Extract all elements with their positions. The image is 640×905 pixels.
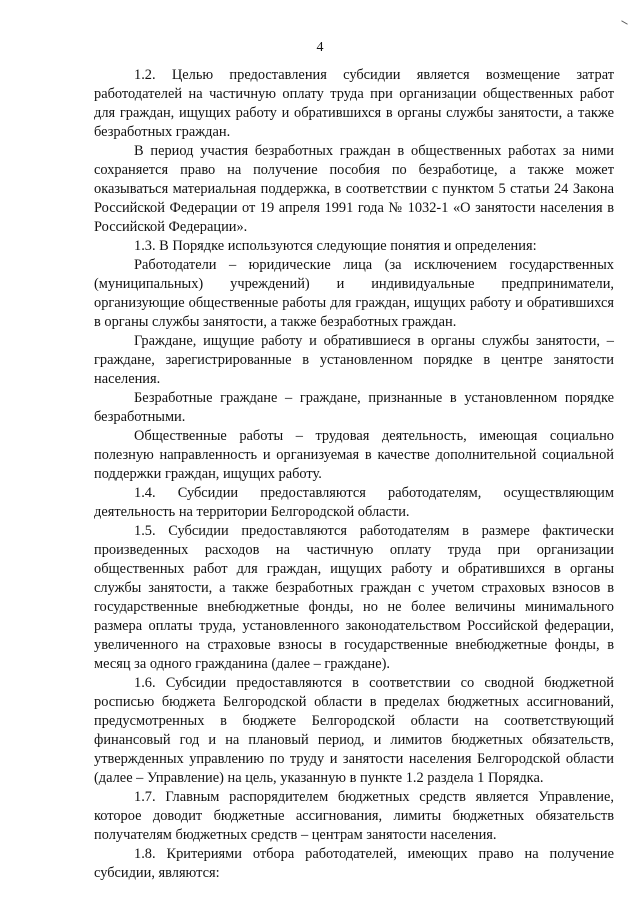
scan-mark	[621, 20, 628, 24]
paragraph-employers-definition: Работодатели – юридические лица (за исключением государственных (муниципальных) учреждений) и индивидуальные предприниматели, организующие общественные работы для граждан, ищущих работу и обратившихся в органы службы занятости, а также безработных граждан.	[94, 257, 614, 330]
paragraph-unemployment-benefit: В период участия безработных граждан в общественных работах за ними сохраняется право на получение пособия по безработице, а также может оказываться материальная поддержка, в соответствии с пунктом 5 статьи 24 Закона Российской Федерации от 19 апреля 1991 года № 1032-1 «О занятости населения в Российской Федерации».	[94, 143, 614, 235]
paragraph-1-6: 1.6. Субсидии предоставляются в соответствии со сводной бюджетной росписью бюджета Белгородской области в пределах бюджетных ассигнований, предусмотренных в бюджете Белгородской области на соответствующий финансовый год и на плановый период, и лимитов бюджетных обязательств, утвержденных управлению по труду и занятости населения Белгородской области (далее – Управление) на цель, указанную в пункте 1.2 раздела 1 Порядка.	[94, 675, 614, 786]
paragraph-1-7: 1.7. Главным распорядителем бюджетных средств является Управление, которое доводит бюджетные ассигнования, лимиты бюджетных обязательств получателям бюджетных средств – центрам занятости населения.	[94, 789, 614, 843]
paragraph-1-5: 1.5. Субсидии предоставляются работодателям в размере фактически произведенных расходов на частичную оплату труда при организации общественных работ для граждан, ищущих работу и обратившихся в органы службы занятости, а также безработных граждан с учетом страховых взносов в государственные внебюджетные фонды, но не более величины минимального размера оплаты труда, установленного законодательством Российской федерации, увеличенного на страховые взносы в государственные внебюджетные фонды, в месяц за одного гражданина (далее – гражданe).	[94, 523, 614, 672]
paragraph-1-8: 1.8. Критериями отбора работодателей, имеющих право на получение субсидии, являются:	[94, 846, 614, 881]
paragraph-1-3: 1.3. В Порядке используются следующие понятия и определения:	[134, 238, 537, 254]
paragraph-job-seekers-definition: Граждане, ищущие работу и обратившиеся в органы службы занятости, – граждане, зарегистрированные в установленном порядке в центре занятости населения.	[94, 333, 614, 387]
document-body	[94, 66, 614, 883]
paragraph-1-4: 1.4. Субсидии предоставляются работодателям, осуществляющим деятельность на территории Белгородской области.	[94, 485, 614, 520]
paragraph-public-works-definition: Общественные работы – трудовая деятельность, имеющая социально полезную направленность и организуемая в качестве дополнительной социальной поддержки граждан, ищущих работу.	[94, 428, 614, 482]
paragraph-unemployed-definition: Безработные граждане – граждане, признанные в установленном порядке безработными.	[94, 390, 614, 425]
paragraph-1-2: 1.2. Целью предоставления субсидии является возмещение затрат работодателей на частичную оплату труда при организации общественных работ для граждан, ищущих работу и обратившихся в органы службы занятости, а также безработных граждан.	[94, 67, 614, 140]
page-number: 4	[316, 40, 324, 55]
